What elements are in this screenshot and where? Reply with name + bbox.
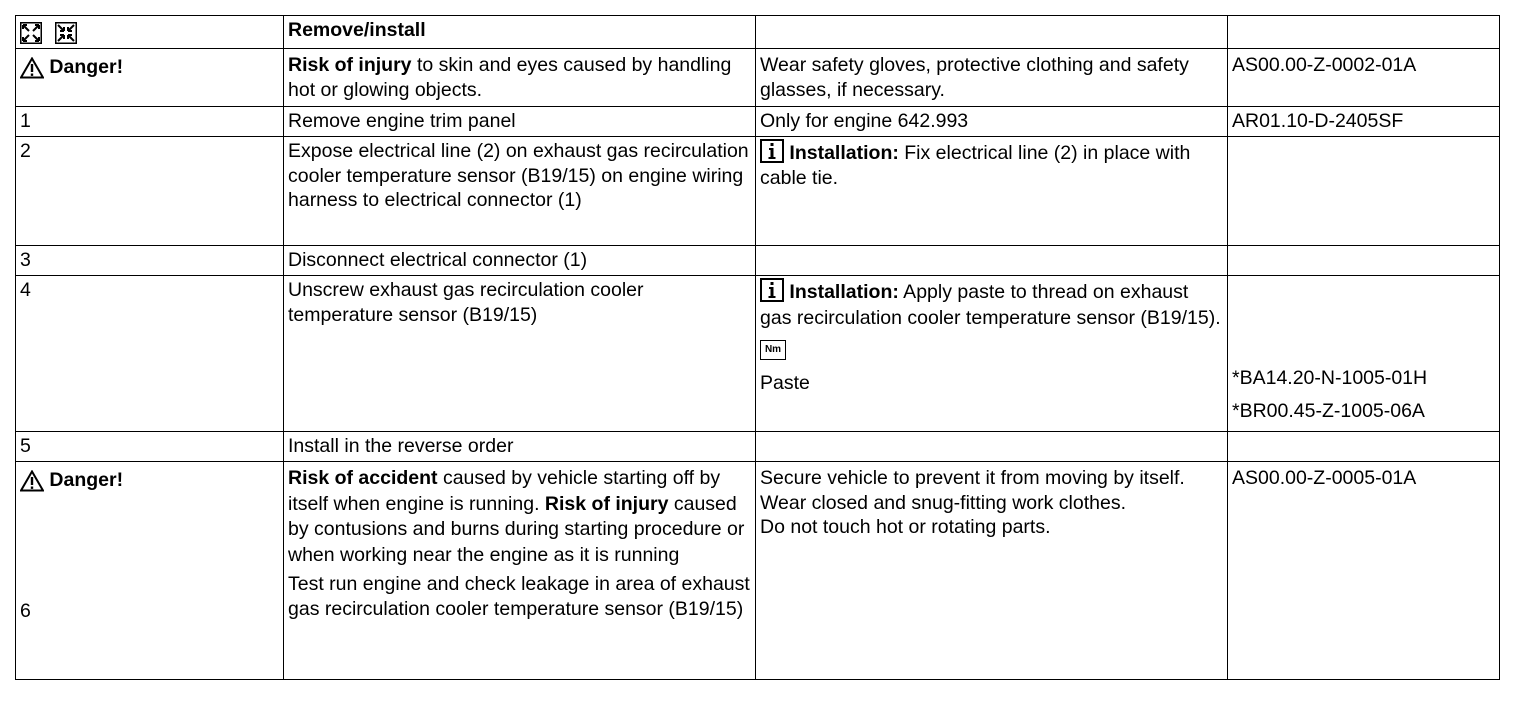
step-row-2 — [16, 137, 1500, 246]
info-icon — [760, 278, 784, 302]
danger-ref-cell — [1228, 462, 1500, 680]
step-note: Only for engine 642.993 — [756, 107, 1228, 137]
installation-text: Apply paste to thread on exhaust gas recirculation cooler temperature sensor (B19/15). — [760, 281, 1221, 329]
step-row-4 — [16, 276, 1500, 432]
step-number: 6 — [20, 599, 31, 622]
danger-label-cell — [16, 49, 284, 107]
torque-nm-icon: Nm — [760, 340, 786, 360]
danger-row-1 — [16, 49, 1500, 107]
torque-reference-link[interactable]: *BA14.20-N-1005-01H — [1232, 367, 1428, 389]
risk-bold-2: Risk of injury — [544, 492, 669, 515]
danger-ref-cell — [1228, 49, 1500, 107]
collapse-arrows-icon — [55, 22, 77, 44]
danger-risk-cell — [284, 462, 756, 680]
reference-link[interactable]: AS00.00-Z-0005-01A — [1232, 467, 1417, 489]
danger-label-cell — [16, 462, 284, 680]
info-icon — [760, 139, 784, 163]
reference-link[interactable]: AS00.00-Z-0002-01A — [1232, 54, 1417, 76]
step-text: Test run engine and check leakage in area of exhaust gas recirculation cooler temperature sensor (B19/15) — [288, 573, 750, 620]
step-text: Disconnect electrical connector (1) — [284, 246, 756, 276]
warning-triangle-icon — [20, 57, 44, 79]
step-note-empty — [756, 432, 1228, 462]
reference-link[interactable]: AR01.10-D-2405SF — [1228, 107, 1500, 137]
header-title: Remove/install — [284, 16, 756, 49]
step-row-3 — [16, 246, 1500, 276]
header-icons-cell — [16, 16, 284, 49]
installation-label: Installation: — [789, 281, 899, 303]
danger-risk-cell — [284, 49, 756, 107]
risk-text: caused by vehicle starting off by itself when engine is running. — [288, 467, 721, 515]
step-number: 1 — [16, 107, 284, 137]
danger-risk-text — [288, 466, 750, 568]
step-text: Unscrew exhaust gas recirculation cooler temperature sensor (B19/15) — [284, 276, 756, 432]
danger-row-2 — [16, 462, 1500, 680]
paste-reference-link[interactable]: *BR00.45-Z-1005-06A — [1232, 400, 1425, 422]
step-number: 4 — [16, 276, 284, 432]
measure-text: Wear safety gloves, protective clothing and safety glasses, if necessary. — [760, 54, 1189, 101]
installation-label: Installation: — [789, 142, 899, 164]
step-number: 5 — [16, 432, 284, 462]
step-ref-cell — [1228, 276, 1500, 432]
step-ref-empty — [1228, 432, 1500, 462]
torque-row — [760, 337, 1222, 363]
step-text: Expose electrical line (2) on exhaust gas recirculation cooler temperature sensor (B19/15) on engine wiring harness to electrical connector (1) — [284, 137, 756, 246]
step-note-cell — [756, 276, 1228, 432]
expand-arrows-icon — [20, 22, 42, 44]
measure-text-2: Wear closed and snug-fitting work clothes. — [760, 491, 1126, 514]
header-empty-4 — [1228, 16, 1500, 49]
danger-measure-cell — [756, 49, 1228, 107]
step-text: Install in the reverse order — [284, 432, 756, 462]
installation-note — [760, 278, 1222, 331]
header-empty-3 — [756, 16, 1228, 49]
paste-label: Paste — [760, 372, 810, 394]
step-note-cell — [756, 137, 1228, 246]
step-ref-empty — [1228, 246, 1500, 276]
step-row-1 — [16, 107, 1500, 137]
procedure-table — [15, 15, 1500, 680]
step-text: Remove engine trim panel — [284, 107, 756, 137]
risk-bold: Risk of injury — [288, 54, 412, 76]
danger-label: Danger! — [49, 56, 124, 78]
risk-text: to skin and eyes caused by handling hot or glowing objects. — [288, 54, 732, 101]
installation-text: Fix electrical line (2) in place with cable tie. — [760, 142, 1191, 189]
measure-text-3: Do not touch hot or rotating parts. — [760, 516, 1051, 538]
step-number: 3 — [16, 246, 284, 276]
risk-bold: Risk of accident — [288, 467, 438, 489]
danger-measure-cell — [756, 462, 1228, 680]
step-ref-empty — [1228, 137, 1500, 246]
risk-text-2: caused by contusions and burns during starting procedure or when working near the engine as it is running — [288, 492, 745, 566]
step-number: 2 — [16, 137, 284, 246]
measure-text-1: Secure vehicle to prevent it from moving by itself. — [760, 467, 1185, 489]
step-note-empty — [756, 246, 1228, 276]
header-row — [16, 16, 1500, 49]
step-row-5 — [16, 432, 1500, 462]
warning-triangle-icon — [20, 470, 44, 492]
danger-label: Danger! — [49, 469, 124, 491]
